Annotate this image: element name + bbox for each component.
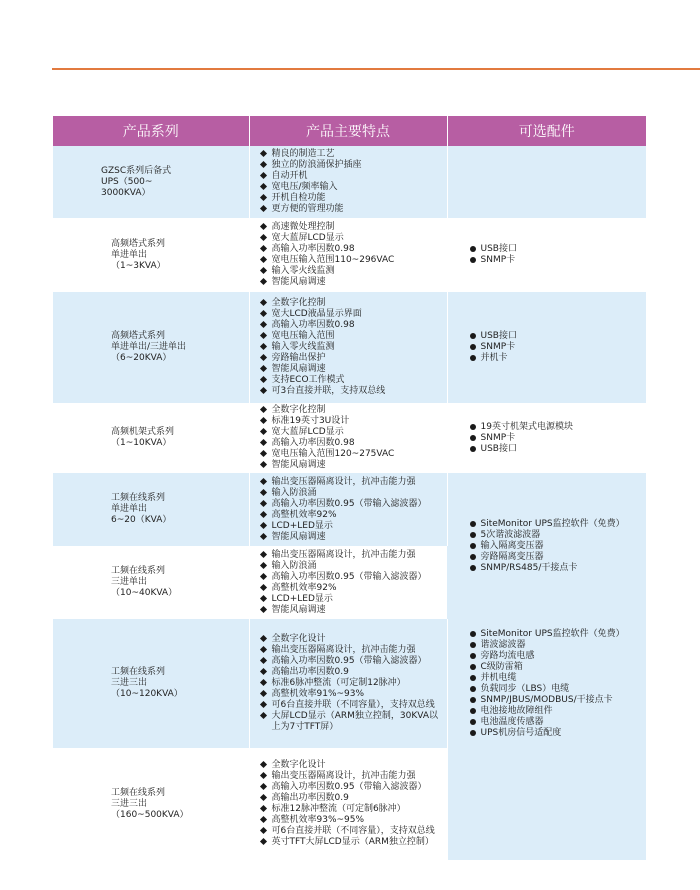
feature-item: 开机自检功能 (260, 193, 447, 204)
options-cell (447, 218, 646, 292)
feature-item: 高输出功率因数0.9 (260, 793, 447, 804)
series-line: （6~20KVA） (111, 353, 172, 363)
feature-item: 宽大蓝屏LCD显示 (260, 427, 447, 438)
options-cell (447, 292, 646, 403)
option-item: SNMP卡 (470, 433, 647, 444)
feature-item: 高输入功率因数0.98 (260, 438, 447, 449)
option-item: 输入隔离变压器 (470, 541, 647, 552)
option-item: 负载同步（LBS）电缆 (470, 684, 647, 695)
features-cell (249, 403, 447, 473)
feature-item: 高输入功率因数0.98 (260, 244, 447, 255)
feature-item: 宽大蓝屏LCD显示 (260, 233, 447, 244)
series-line: 三进三出 (111, 678, 148, 688)
series-cell (53, 403, 249, 473)
series-line: 工频在线系列 (111, 787, 166, 798)
feature-item: 输出变压器隔离设计，抗冲击能力强 (260, 771, 447, 782)
options-cell (447, 146, 646, 218)
option-item: USB接口 (470, 331, 647, 342)
table-row (53, 619, 646, 748)
feature-item: 独立的防浪涌保护插座 (260, 160, 447, 171)
table-row (53, 473, 646, 546)
series-line: （10~40KVA） (111, 588, 178, 598)
feature-item: 全数字化控制 (260, 405, 447, 416)
series-line: 3000KVA） (101, 187, 151, 198)
option-item: SNMP/JBUS/MODBUS/干接点卡 (470, 695, 647, 706)
product-table (53, 116, 646, 860)
feature-item: 高输入功率因数0.98 (260, 320, 447, 331)
option-item: USB接口 (470, 244, 647, 255)
feature-item: 宽电压/频率输入 (260, 182, 447, 193)
option-item: SiteMonitor UPS监控软件（免费） (470, 519, 647, 530)
option-item: SNMP卡 (470, 255, 647, 266)
feature-item: 旁路输出保护 (260, 353, 447, 364)
option-item: 并机电缆 (470, 673, 647, 684)
feature-item: 输入零火线监测 (260, 342, 447, 353)
feature-item: 宽电压输入范围 (260, 331, 447, 342)
feature-item: 智能风扇调速 (260, 364, 447, 375)
feature-item: 可6台直接并联（不同容量），支持双总线 (260, 826, 447, 837)
option-item: C级防雷箱 (470, 662, 647, 673)
feature-item: 更方便的管理功能 (260, 204, 447, 215)
feature-item: 高输入功率因数0.95（带输入滤波器） (260, 656, 447, 667)
header-options: 可选配件 (447, 116, 646, 146)
series-line: 单进单出 (111, 249, 148, 260)
feature-item: 英寸TFT大屏LCD显示（ARM独立控制） (260, 837, 447, 848)
feature-item: LCD+LED显示 (260, 521, 447, 532)
feature-item: 大屏LCD显示（ARM独立控制，30KVA以上为7寸TFT屏） (260, 711, 447, 733)
series-line: 工频在线系列 (111, 667, 166, 677)
feature-item: 输入防浪涌 (260, 488, 447, 499)
option-item: 电池温度传感器 (470, 717, 647, 728)
option-item: SNMP/RS485/干接点卡 (470, 563, 647, 574)
options-cell (447, 748, 646, 860)
feature-item: 精良的制造工艺 (260, 149, 447, 160)
feature-item: 高整机效率92% (260, 583, 448, 594)
series-line: （1~3KVA） (111, 260, 166, 271)
feature-item: 高整机效率91%~93% (260, 689, 447, 700)
feature-item: 智能风扇调速 (260, 532, 447, 543)
table-row (53, 218, 646, 292)
option-item: 并机卡 (470, 353, 647, 364)
series-cell (53, 619, 249, 748)
feature-item: 输出变压器隔离设计，抗冲击能力强 (260, 550, 448, 561)
feature-item: 高整机效率92% (260, 510, 447, 521)
feature-item: 高速微处理控制 (260, 222, 447, 233)
series-line: 高频机架式系列 (111, 427, 175, 437)
features-cell (249, 748, 447, 860)
table-row (53, 146, 646, 218)
top-rule (52, 68, 700, 70)
option-item: 电池接地故障组件 (470, 706, 647, 717)
feature-item: 标准19英寸3U设计 (260, 416, 447, 427)
options-cell (447, 403, 646, 473)
feature-item: 高输出功率因数0.9 (260, 667, 447, 678)
header-series: 产品系列 (53, 116, 249, 146)
feature-item: 宽电压输入范围120~275VAC (260, 449, 447, 460)
series-cell (53, 748, 249, 860)
feature-item: 输出变压器隔离设计，抗冲击能力强 (260, 477, 447, 488)
series-line: 单进单出 (111, 504, 148, 514)
features-cell (249, 292, 447, 403)
feature-item: 标准6脉冲整流（可定制12脉冲） (260, 678, 447, 689)
feature-item: 输入防浪涌 (260, 561, 448, 572)
table-row (53, 292, 646, 403)
feature-item: 输出变压器隔离设计，抗冲击能力强 (260, 645, 447, 656)
series-line: 高频塔式系列 (111, 238, 166, 249)
feature-item: 高输入功率因数0.95（带输入滤波器） (260, 572, 448, 583)
series-line: （1~10KVA） (111, 438, 172, 448)
table-row (53, 748, 646, 860)
series-line: 单进单出/三进单出 (111, 342, 187, 352)
option-item: SNMP卡 (470, 342, 647, 353)
series-line: （160~500KVA） (111, 809, 189, 820)
series-cell (53, 473, 249, 546)
features-cell (249, 146, 447, 218)
series-cell (53, 546, 249, 619)
feature-item: LCD+LED显示 (260, 594, 448, 605)
feature-item: 输入零火线监测 (260, 266, 447, 277)
series-line: 三进三出 (111, 798, 148, 809)
series-line: （10~120KVA） (111, 689, 183, 699)
feature-item: 宽大LCD液晶显示界面 (260, 309, 447, 320)
series-cell (53, 292, 249, 403)
option-item: 谐波滤波器 (470, 640, 647, 651)
feature-item: 宽电压输入范围110~296VAC (260, 255, 447, 266)
features-cell (249, 619, 447, 748)
option-item: UPS机房信号适配度 (470, 728, 647, 739)
feature-item: 智能风扇调速 (260, 277, 447, 288)
series-cell (53, 218, 249, 292)
table-header (53, 116, 646, 146)
features-cell (249, 546, 447, 619)
table-row (53, 403, 646, 473)
series-line: UPS（500~ (101, 176, 153, 187)
series-line: 工频在线系列 (111, 566, 166, 576)
feature-item: 高输入功率因数0.95（带输入滤波器） (260, 782, 447, 793)
series-line: 高频塔式系列 (111, 331, 166, 341)
feature-item: 标准12脉冲整流（可定制6脉冲） (260, 804, 447, 815)
option-item: USB接口 (470, 444, 647, 455)
feature-item: 可3台直接并联，支持双总线 (260, 386, 447, 397)
option-item: 旁路均流电感 (470, 651, 647, 662)
features-cell (249, 473, 447, 546)
feature-item: 可6台直接并联（不同容量），支持双总线 (260, 700, 447, 711)
features-cell (249, 218, 447, 292)
series-line: 三进单出 (111, 577, 148, 587)
feature-item: 全数字化设计 (260, 634, 447, 645)
options-cell (447, 473, 646, 619)
feature-item: 高输入功率因数0.95（带输入滤波器） (260, 499, 447, 510)
series-line: GZSC系列后备式 (101, 165, 172, 176)
options-cell (447, 619, 646, 748)
feature-item: 高整机效率93%~95% (260, 815, 447, 826)
series-cell (53, 146, 249, 218)
option-item: 5次谐波滤波器 (470, 530, 647, 541)
feature-item: 全数字化设计 (260, 760, 447, 771)
feature-item: 全数字化控制 (260, 298, 447, 309)
series-line: 工频在线系列 (111, 493, 166, 503)
feature-item: 自动开机 (260, 171, 447, 182)
feature-item: 智能风扇调速 (260, 460, 447, 471)
feature-item: 智能风扇调速 (260, 605, 448, 616)
feature-item: 支持ECO工作模式 (260, 375, 447, 386)
option-item: 旁路隔离变压器 (470, 552, 647, 563)
option-item: SiteMonitor UPS监控软件（免费） (470, 629, 647, 640)
option-item: 19英寸机架式电源模块 (470, 422, 647, 433)
header-features: 产品主要特点 (249, 116, 447, 146)
series-line: 6~20（KVA） (111, 515, 172, 525)
